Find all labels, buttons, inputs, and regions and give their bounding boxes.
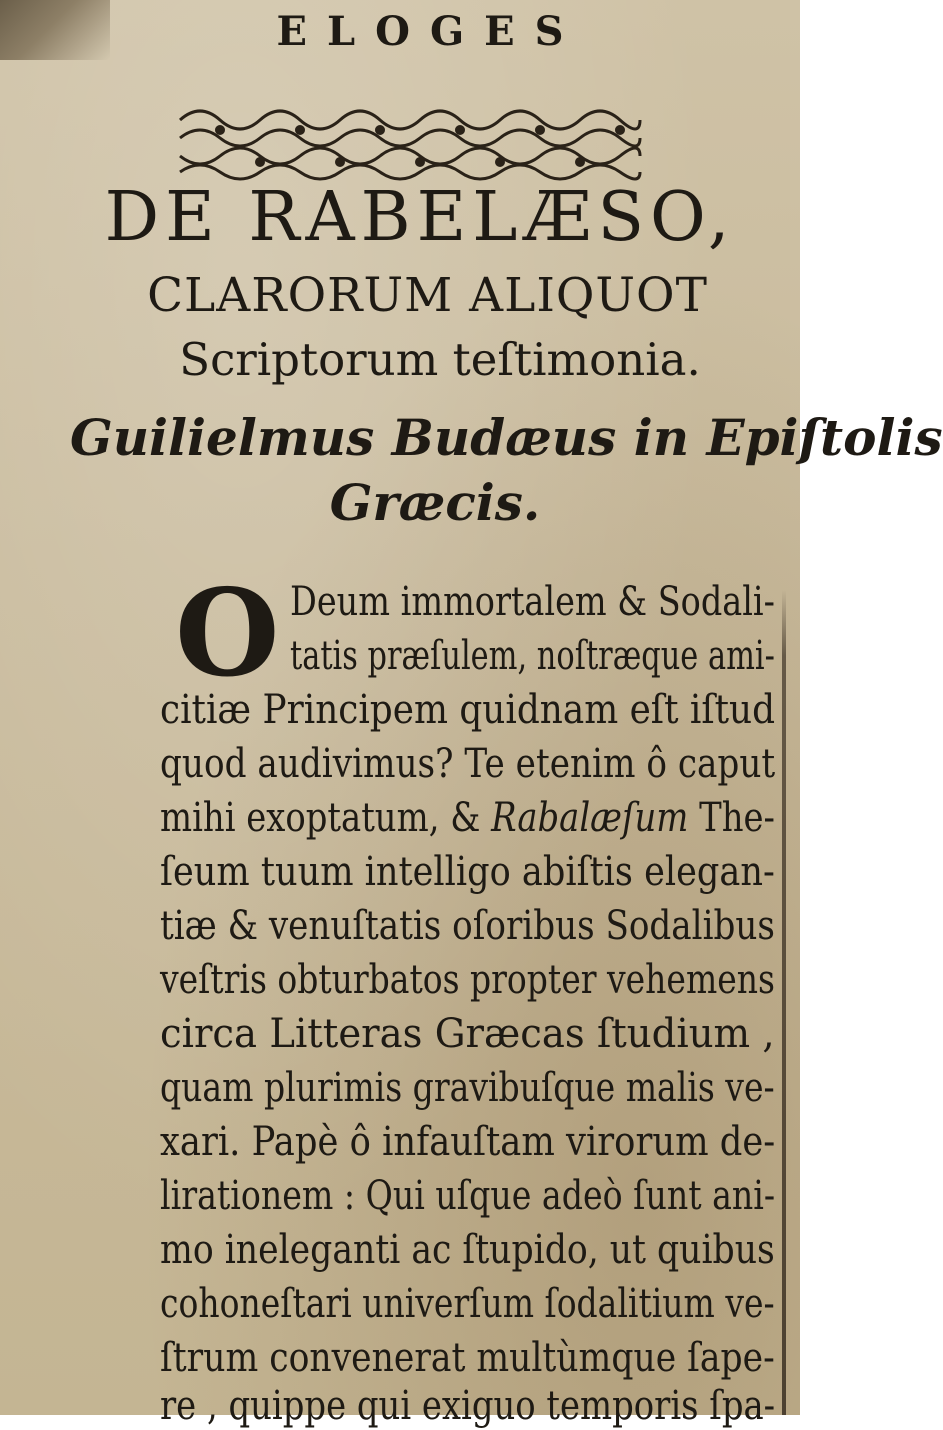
body-line-8: veſtris obturbatos propter vehemens: [160, 957, 775, 1003]
body-line-15: ſtrum convenerat multùmque ſape-: [160, 1335, 775, 1381]
drop-cap: O: [175, 563, 280, 704]
body-line-1: Deum immortalem & Sodali-: [290, 579, 775, 625]
body-line-2: tatis præſulem, noſtræque ami-: [290, 633, 775, 679]
body-line-6: ſeum tuum intelligo abiſtis elegan-: [160, 849, 775, 895]
body-line-12: lirationem : Qui uſque adeò ſunt ani-: [160, 1173, 776, 1219]
body-line-5-a: mihi exoptatum, &: [160, 795, 492, 841]
body-line-11: xari. Papè ô infauſtam virorum de-: [160, 1119, 776, 1165]
title-line-3: Scriptorum teſtimonia.: [179, 333, 701, 386]
body-line-7: tiæ & venuſtatis oſoribus Sodalibus: [160, 903, 775, 949]
body-line-3: citiæ Principem quidnam eſt iſtud: [160, 687, 776, 733]
body-line-10: quam plurimis gravibuſque malis ve-: [160, 1065, 775, 1111]
title-line-1: DE RABELÆSO,: [104, 178, 736, 257]
body-line-13: mo ineleganti ac ſtupido, ut quibus: [160, 1227, 775, 1273]
author-line: Guilielmus Budæus in Epiſtolis: [70, 408, 943, 467]
title-line-2: CLARORUM ALIQUOT: [147, 268, 708, 323]
source-line: Græcis.: [329, 473, 541, 532]
body-line-5: [160, 794, 775, 842]
body-line-16: re , quippe qui exiguo temporis ſpa-: [160, 1383, 776, 1429]
running-header: ELOGES: [276, 8, 584, 55]
body-line-5-name: Rabalæſum: [491, 795, 689, 841]
ornament-band-icon: [175, 100, 645, 180]
gutter-shadow: [782, 590, 786, 1415]
body-line-14: cohoneſtari univerſum ſodalitium ve-: [160, 1281, 775, 1327]
body-line-4: quod audivimus? Te etenim ô caput: [160, 741, 776, 787]
body-line-9: circa Litteras Græcas ſtudium ,: [160, 1011, 775, 1057]
body-line-5-b: The-: [688, 795, 775, 841]
